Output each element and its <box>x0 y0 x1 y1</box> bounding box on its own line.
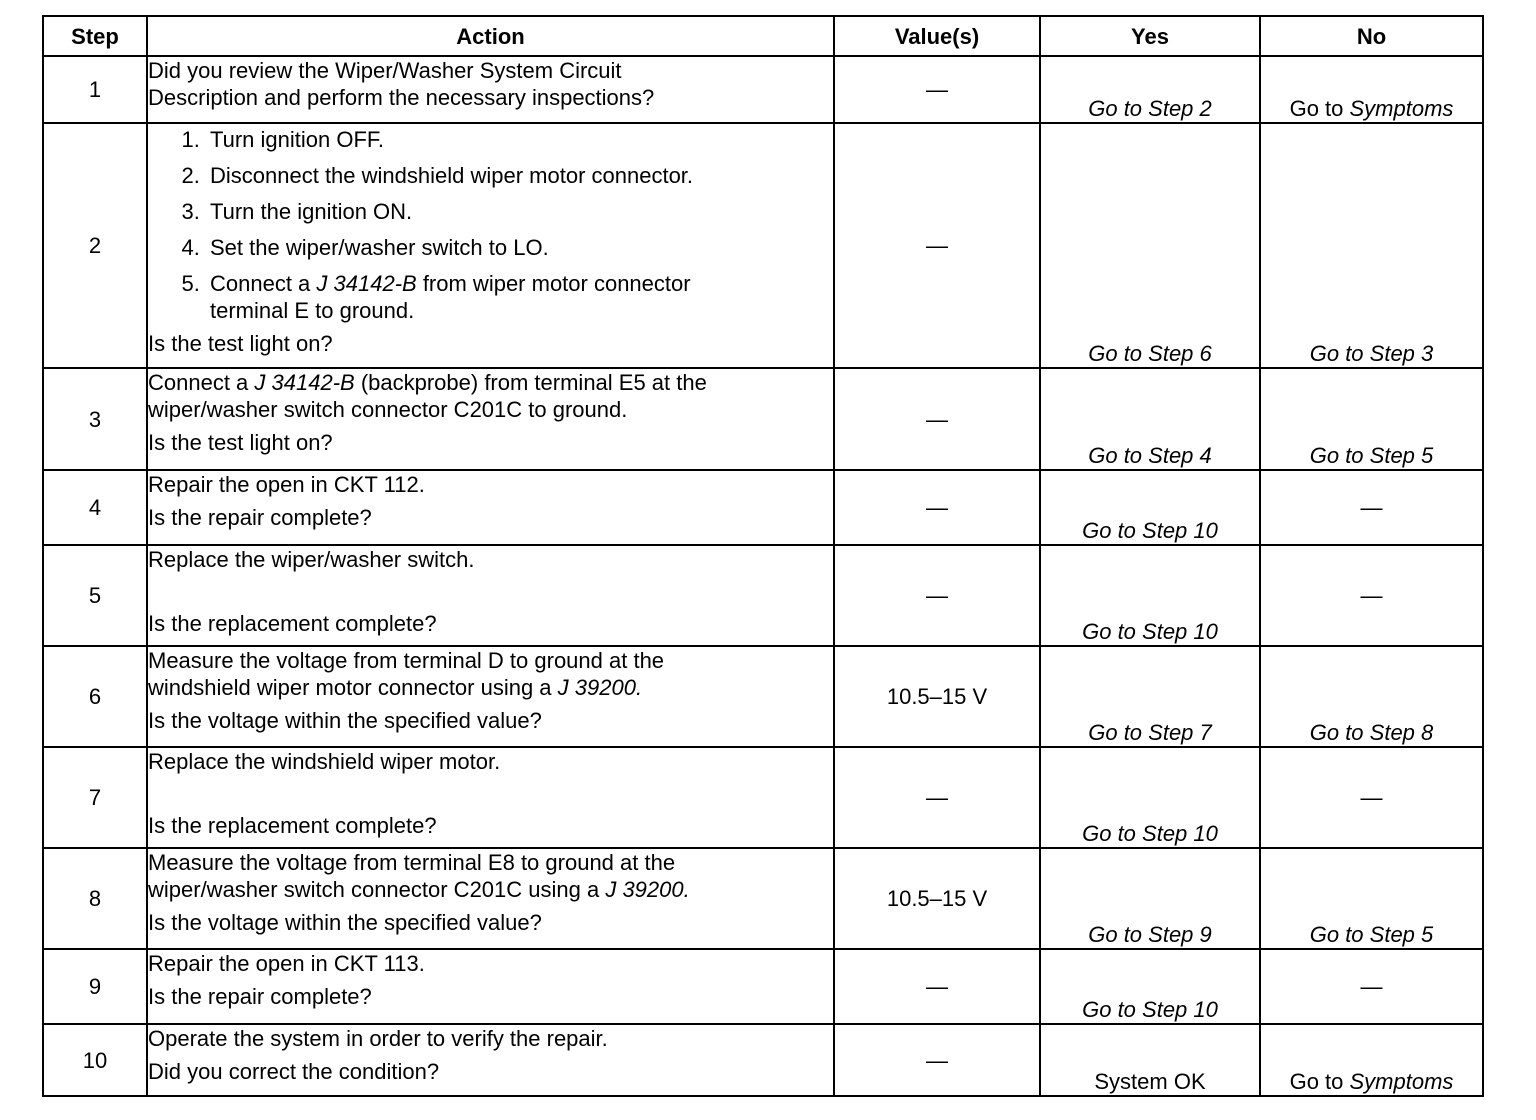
step-number: 1 <box>43 56 147 123</box>
action-cell <box>147 123 834 368</box>
step-number: 3 <box>43 368 147 470</box>
header-no: No <box>1260 16 1483 56</box>
no-cell: — <box>1260 747 1483 848</box>
no-cell: — <box>1260 545 1483 646</box>
substep-text: from wiper motor connector <box>416 271 691 296</box>
action-cell <box>147 646 834 747</box>
table-row <box>43 545 1483 646</box>
action-text: Replace the windshield wiper motor. <box>148 749 501 774</box>
value-cell: — <box>834 56 1040 123</box>
action-cell <box>147 949 834 1024</box>
header-action: Action <box>147 16 834 56</box>
yes-cell: Go to Step 10 <box>1040 747 1260 848</box>
value-cell: — <box>834 368 1040 470</box>
action-cell <box>147 470 834 545</box>
yes-cell: Go to Step 6 <box>1040 123 1260 368</box>
value-cell: — <box>834 545 1040 646</box>
no-cell: Go to Step 3 <box>1260 123 1483 368</box>
step-number: 8 <box>43 848 147 949</box>
action-text-part: wiper/washer switch connector C201C using a <box>148 877 606 902</box>
no-cell: — <box>1260 949 1483 1024</box>
action-text: Repair the open in CKT 113. <box>148 951 425 976</box>
action-text: Replace the wiper/washer switch. <box>148 547 475 572</box>
action-text: Did you review the Wiper/Washer System Circuit <box>148 58 622 83</box>
step-number: 6 <box>43 646 147 747</box>
action-cell <box>147 56 834 123</box>
step-number: 5 <box>43 545 147 646</box>
no-cell: Go to Step 8 <box>1260 646 1483 747</box>
substep-item: 1. Turn ignition OFF. <box>206 126 833 153</box>
tool-name: J 39200. <box>605 877 690 902</box>
action-question: Is the test light on? <box>148 430 333 455</box>
value-cell: — <box>834 747 1040 848</box>
action-text: wiper/washer switch connector C201C to ground. <box>148 397 628 422</box>
action-text: Description and perform the necessary inspections? <box>148 85 655 110</box>
step-number: 10 <box>43 1024 147 1096</box>
substep-item: 4. Set the wiper/washer switch to LO. <box>206 234 833 261</box>
no-cell <box>1260 56 1483 123</box>
no-prefix: Go to <box>1289 1069 1350 1094</box>
action-cell <box>147 545 834 646</box>
header-yes: Yes <box>1040 16 1260 56</box>
yes-cell: Go to Step 10 <box>1040 545 1260 646</box>
substep-text: terminal E to ground. <box>210 298 415 323</box>
no-cell: — <box>1260 470 1483 545</box>
substep-item: 3. Turn the ignition ON. <box>206 198 833 225</box>
table-row <box>43 368 1483 470</box>
no-prefix: Go to <box>1289 96 1350 121</box>
value-cell: 10.5–15 V <box>834 848 1040 949</box>
step-number: 9 <box>43 949 147 1024</box>
action-question: Did you correct the condition? <box>148 1059 440 1084</box>
yes-cell: Go to Step 10 <box>1040 949 1260 1024</box>
header-step: Step <box>43 16 147 56</box>
tool-name: J 34142-B <box>316 271 417 296</box>
header-row <box>43 16 1483 56</box>
yes-cell: Go to Step 2 <box>1040 56 1260 123</box>
action-text: Repair the open in CKT 112. <box>148 472 425 497</box>
step-number: 7 <box>43 747 147 848</box>
step-number: 2 <box>43 123 147 368</box>
action-text-part: Connect a <box>148 370 255 395</box>
no-cell: Go to Step 5 <box>1260 848 1483 949</box>
action-text: Operate the system in order to verify the repair. <box>148 1026 608 1051</box>
action-text-part: (backprobe) from terminal E5 at the <box>354 370 707 395</box>
no-cell: Go to Step 5 <box>1260 368 1483 470</box>
table-row <box>43 470 1483 545</box>
diagnostic-table <box>42 15 1484 1097</box>
header-values: Value(s) <box>834 16 1040 56</box>
action-question: Is the replacement complete? <box>148 611 437 636</box>
yes-cell: Go to Step 7 <box>1040 646 1260 747</box>
yes-cell: Go to Step 4 <box>1040 368 1260 470</box>
action-cell <box>147 1024 834 1096</box>
action-question: Is the replacement complete? <box>148 813 437 838</box>
action-text: Measure the voltage from terminal E8 to ground at the <box>148 850 676 875</box>
value-cell: — <box>834 123 1040 368</box>
table-row <box>43 123 1483 368</box>
action-cell <box>147 747 834 848</box>
substep-text: Connect a <box>210 271 317 296</box>
action-cell <box>147 848 834 949</box>
step-number: 4 <box>43 470 147 545</box>
table-row <box>43 1024 1483 1096</box>
no-cell <box>1260 1024 1483 1096</box>
yes-cell: Go to Step 9 <box>1040 848 1260 949</box>
substep-list <box>148 126 833 324</box>
value-cell: 10.5–15 V <box>834 646 1040 747</box>
substep-item <box>206 270 833 324</box>
action-question: Is the repair complete? <box>148 984 372 1009</box>
action-question: Is the repair complete? <box>148 505 372 530</box>
table-row <box>43 646 1483 747</box>
action-text: Measure the voltage from terminal D to ground at the <box>148 648 665 673</box>
table-row <box>43 747 1483 848</box>
value-cell: — <box>834 470 1040 545</box>
yes-cell: Go to Step 10 <box>1040 470 1260 545</box>
action-question: Is the voltage within the specified value? <box>148 708 542 733</box>
action-text <box>148 876 833 903</box>
action-question: Is the test light on? <box>148 331 333 356</box>
value-cell: — <box>834 1024 1040 1096</box>
table-row <box>43 56 1483 123</box>
action-cell <box>147 368 834 470</box>
symptoms-link: Symptoms <box>1349 96 1454 121</box>
action-text <box>148 369 833 396</box>
table-row <box>43 848 1483 949</box>
symptoms-link: Symptoms <box>1349 1069 1454 1094</box>
table-row <box>43 949 1483 1024</box>
tool-name: J 34142-B <box>254 370 355 395</box>
substep-item: 2. Disconnect the windshield wiper motor connector. <box>206 162 833 189</box>
action-text <box>148 674 833 701</box>
action-text-part: windshield wiper motor connector using a <box>148 675 558 700</box>
tool-name: J 39200. <box>557 675 643 700</box>
yes-cell: System OK <box>1040 1024 1260 1096</box>
action-question: Is the voltage within the specified value? <box>148 910 542 935</box>
value-cell: — <box>834 949 1040 1024</box>
